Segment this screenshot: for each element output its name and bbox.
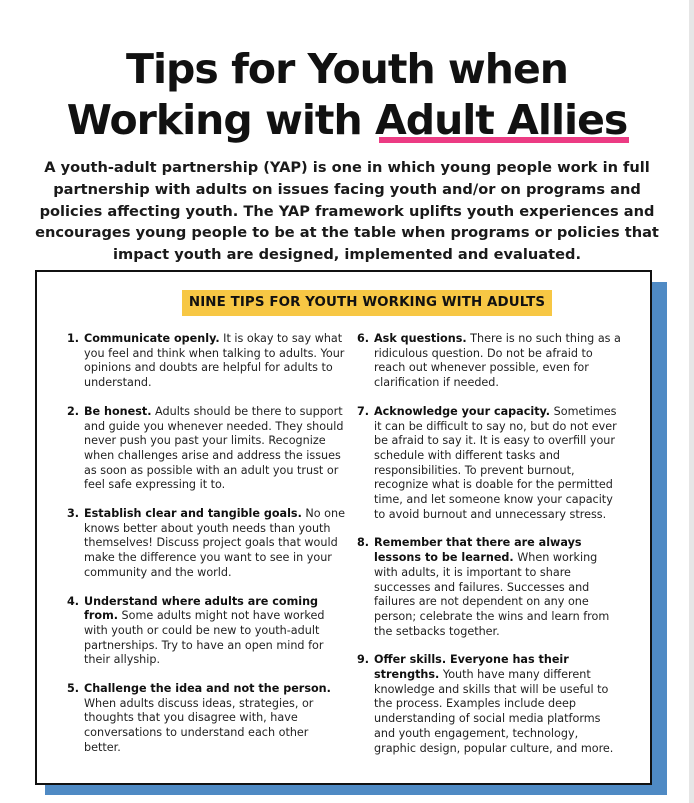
tip-body: Youth have many different knowledge and skills that will be useful to the process. Examples include deep understanding of social media platforms and youth engagement, technology, graphic design, popular culture, and more. [374,668,614,755]
tip-number: 5. [67,682,80,696]
tip-title: Challenge the idea and not the person. [84,682,331,696]
tip-title: Establish clear and tangible goals. [84,507,302,521]
tip-item [67,682,347,756]
tip-number: 3. [67,507,80,521]
tip-item [67,405,347,493]
tip-number: 8. [357,536,370,550]
tips-heading: NINE TIPS FOR YOUTH WORKING WITH ADULTS [182,290,552,316]
tip-body: When working with adults, it is important to share successes and failures. Successes and failures are not dependent on any one person; celebrate the wins and learn from the setbacks together. [374,551,610,638]
tip-title: Acknowledge your capacity. [374,404,551,418]
tips-card [35,270,652,785]
tip-title: Remember that there are always lessons to be learned. [374,536,582,565]
tip-number: 9. [357,653,370,667]
tip-item [67,332,347,391]
tip-title: Be honest. [84,404,152,418]
tip-body: Sometimes it can be difficult to say no, but do not ever be afraid to say it. It is easy to overfill your schedule with different tasks and responsibilities. To prevent burnout, recognize what is doable for the permitted time, and let someone know your capacity to avoid burnout and unnecessary stress. [374,404,617,521]
tip-body: When adults discuss ideas, strategies, or thoughts that you disagree with, have conversations to understand each other better. [84,696,314,754]
tip-number: 7. [357,404,370,418]
intro-paragraph: A youth-adult partnership (YAP) is one in which young people work in full partnership with adults on issues facing youth and/or on programs and policies affecting youth. The YAP framework uplifts youth experiences and encourages young people to be at the table when programs or policies that impact youth are designed, implemented and evaluated. [35,159,659,264]
tip-number: 4. [67,594,80,608]
tip-number: 2. [67,404,80,418]
tip-item [357,536,623,639]
tip-item [357,405,623,523]
tip-item [357,332,623,391]
tip-item [67,507,347,581]
tips-column-right [357,332,623,770]
tip-body: No one knows better about youth needs than youth themselves! Discuss project goals that would make the difference you want to see in your community and the world. [84,507,346,579]
page-title [0,44,694,146]
title-line-2: Working with [66,96,375,144]
tip-number: 6. [357,332,370,345]
tip-item [357,653,623,756]
title-highlight: Adult Allies [374,96,628,144]
tip-title: Ask questions. [374,332,467,345]
tip-title: Offer skills. Everyone has their strengths. [374,653,569,682]
title-line-1: Tips for Youth when [126,45,568,93]
tips-column-left [67,332,347,770]
tip-title: Communicate openly. [84,332,220,345]
tip-body: Some adults might not have worked with youth or could be new to youth-adult partnerships. Try to have an open mind for their allyship. [84,609,325,667]
tip-body: It is okay to say what you feel and think when talking to adults. Your opinions and doubts are helpful for adults to understand. [84,332,345,390]
tip-body: Adults should be there to support and guide you whenever needed. They should never push you past your limits. Recognize when challenges arise and address the issues as soon as possible with an adult you trust or feel safe expressing it to. [84,404,344,492]
tip-number: 1. [67,332,80,345]
tip-title: Understand where adults are coming from. [84,594,319,623]
tip-body: There is no such thing as a ridiculous question. Do not be afraid to reach out whenever possible, even for clarification if needed. [374,332,621,390]
tip-item [67,595,347,669]
